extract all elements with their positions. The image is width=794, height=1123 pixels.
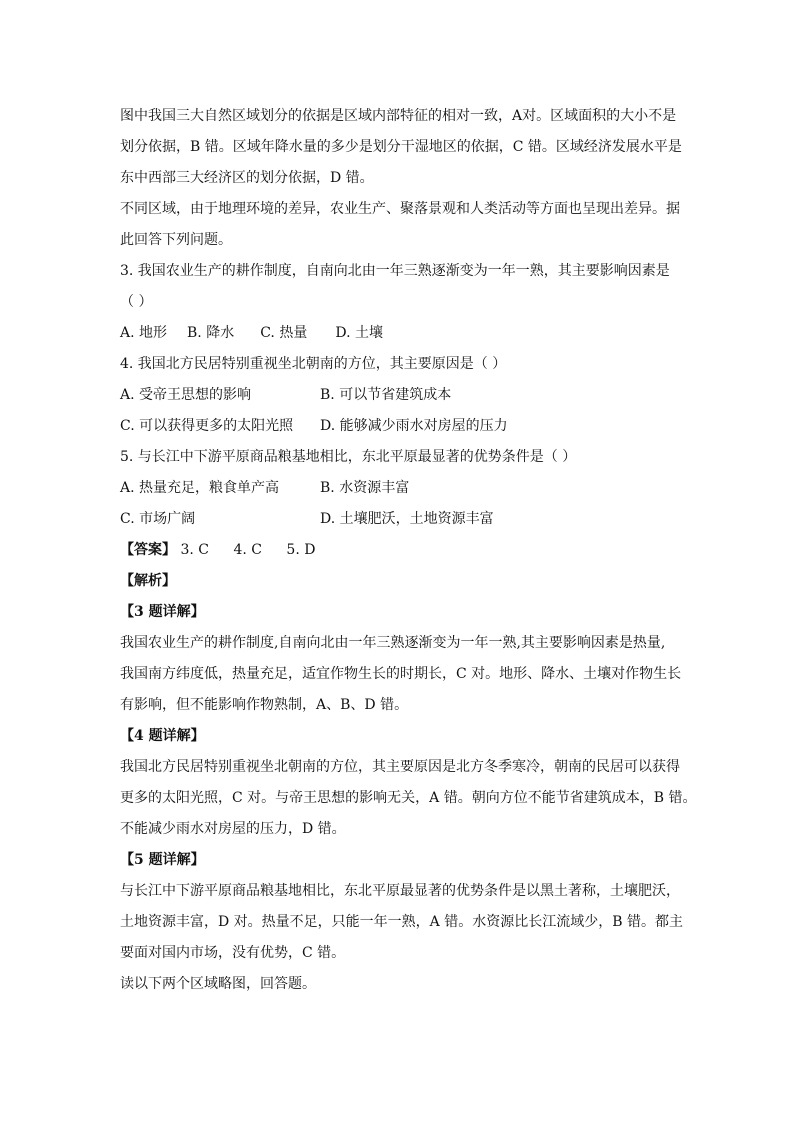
closing-line: 读以下两个区域略图，回答题。: [120, 976, 316, 992]
detail-3-line: 有影响，但不能影响作物熟制，A、B、D 错。: [120, 697, 409, 713]
q4-option-a: A. 受帝王思想的影响: [120, 387, 252, 403]
passage-line: 此回答下列问题。: [120, 232, 232, 248]
analysis-label: 【解析】: [120, 573, 176, 589]
q3-stem: 3. 我国农业生产的耕作制度，自南向北由一年三熟逐渐变为一年一熟，其主要影响因素是: [120, 263, 670, 279]
answer-label: 【答案】: [120, 542, 176, 558]
q5-stem: 5. 与长江中下游平原商品粮基地相比，东北平原最显著的优势条件是（ ）: [120, 449, 577, 465]
answer-line: [120, 535, 680, 566]
q5-option-d: D. 土壤肥沃，土地资源丰富: [320, 511, 494, 527]
q3-option-c: C. 热量: [260, 325, 308, 341]
detail-5-line: 土地资源丰富，D 对。热量不足，只能一年一熟，A 错。水资源比长江流域少，B 错。都主: [120, 914, 683, 930]
intro-line: 东中西部三大经济区的划分依据，D 错。: [120, 170, 374, 186]
detail-4-line: 更多的太阳光照，C 对。与帝王思想的影响无关，A 错。朝向方位不能节省建筑成本，B 错。: [120, 790, 697, 806]
answer-item: 5. D: [286, 542, 316, 558]
detail-5-line: 要面对国内市场，没有优势，C 错。: [120, 945, 346, 961]
q4-stem: 4. 我国北方民居特别重视坐北朝南的方位，其主要原因是（ ）: [120, 356, 507, 372]
q5-option-a: A. 热量充足，粮食单产高: [120, 480, 280, 496]
detail-4-line: 不能减少雨水对房屋的压力，D 错。: [120, 821, 346, 837]
q5-option-c: C. 市场广阔: [120, 511, 196, 527]
document-page: [120, 101, 697, 1000]
detail-3-line: 我国南方纬度低，热量充足，适宜作物生长的时期长，C 对。地形、降水、土壤对作物生长: [120, 666, 682, 682]
q3-option-b: B. 降水: [187, 325, 235, 341]
q5-option-b: B. 水资源丰富: [320, 480, 410, 496]
detail-4-label: 【4 题详解】: [120, 728, 205, 744]
detail-5-line: 与长江中下游平原商品粮基地相比，东北平原最显著的优势条件是以黑土著称，土壤肥沃，: [120, 883, 680, 899]
detail-3-line: 我国农业生产的耕作制度,自南向北由一年三熟逐渐变为一年一熟,其主要影响因素是热量,: [120, 635, 666, 651]
intro-line: 划分依据，B 错。区域年降水量的多少是划分干湿地区的依据，C 错。区域经济发展水平是: [120, 139, 682, 155]
q4-option-d: D. 能够减少雨水对房屋的压力: [320, 418, 508, 434]
passage-line: 不同区域，由于地理环境的差异，农业生产、聚落景观和人类活动等方面也呈现出差异。据: [120, 201, 680, 217]
q3-options: [120, 318, 680, 349]
q4-option-b: B. 可以节省建筑成本: [320, 387, 452, 403]
q4-option-c: C. 可以获得更多的太阳光照: [120, 418, 294, 434]
q5-options-row-1: [120, 473, 680, 504]
detail-4-line: 我国北方民居特别重视坐北朝南的方位，其主要原因是北方冬季寒冷，朝南的民居可以获得: [120, 759, 680, 775]
answer-item: 4. C: [233, 542, 262, 558]
detail-5-label: 【5 题详解】: [120, 852, 205, 868]
q3-option-d: D. 土壤: [335, 325, 383, 341]
q4-options-row-2: [120, 411, 680, 442]
intro-line: 图中我国三大自然区域划分的依据是区域内部特征的相对一致，A对。区域面积的大小不是: [120, 108, 677, 124]
q4-options-row-1: [120, 380, 680, 411]
answer-item: 3. C: [180, 542, 209, 558]
q5-options-row-2: [120, 504, 680, 535]
q3-stem-bracket: （ ）: [120, 294, 153, 310]
detail-3-label: 【3 题详解】: [120, 604, 205, 620]
q3-option-a: A. 地形: [120, 325, 168, 341]
